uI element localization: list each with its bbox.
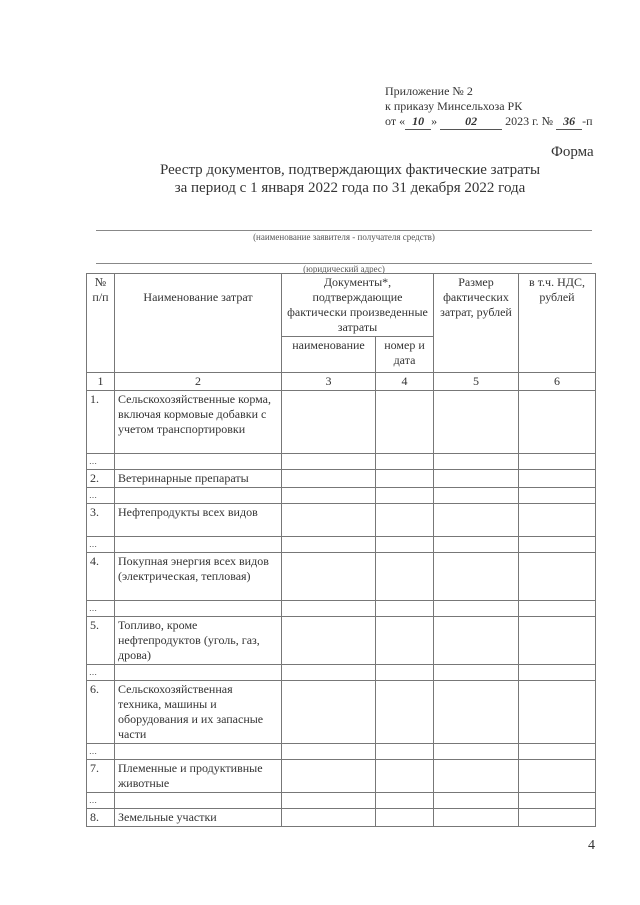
table-row [87, 760, 596, 793]
row-cell [282, 617, 376, 665]
row-cell [376, 601, 434, 617]
row-cell [519, 537, 596, 553]
header-doc-number: номер и дата [376, 337, 434, 373]
row-name: Сельскохозяйственные корма, включая кормовые добавки с учетом транспортировки [115, 391, 282, 454]
row-cell [434, 744, 519, 760]
appendix-line-3 [385, 114, 593, 130]
row-cell [519, 744, 596, 760]
row-cell [434, 601, 519, 617]
table-row [87, 504, 596, 537]
row-cell [282, 537, 376, 553]
appendix-block [385, 84, 593, 130]
row-cell [434, 553, 519, 601]
row-cell [115, 601, 282, 617]
applicant-caption: (наименование заявителя - получателя средств) [253, 232, 435, 242]
table-row [87, 470, 596, 488]
row-cell [434, 391, 519, 454]
row-cell [282, 488, 376, 504]
row-cell [376, 504, 434, 537]
row-cell [434, 760, 519, 793]
row-cell [376, 617, 434, 665]
row-cell [519, 553, 596, 601]
ellipsis-row [87, 665, 596, 681]
row-cell [282, 391, 376, 454]
appendix-line-2: к приказу Минсельхоза РК [385, 99, 523, 113]
registry-table [86, 273, 596, 827]
ellipsis-row [87, 744, 596, 760]
column-number: 3 [282, 373, 376, 391]
column-number-row [87, 373, 596, 391]
row-cell [115, 665, 282, 681]
row-cell [519, 760, 596, 793]
ellipsis: … [87, 488, 115, 504]
row-cell [519, 488, 596, 504]
row-cell [282, 553, 376, 601]
header-num: № п/п [87, 274, 115, 373]
page-number: 4 [588, 838, 595, 853]
row-cell [282, 454, 376, 470]
row-cell [519, 681, 596, 744]
row-cell [115, 744, 282, 760]
column-number: 2 [115, 373, 282, 391]
row-cell [282, 760, 376, 793]
row-cell [434, 470, 519, 488]
header-amount: Размер фактических затрат, рублей [434, 274, 519, 373]
row-num: 8. [87, 809, 115, 827]
header-doc-name: наименование [282, 337, 376, 373]
appendix-month: 02 [440, 114, 502, 130]
ellipsis: … [87, 744, 115, 760]
appendix-suffix: -п [582, 114, 593, 128]
header-row [87, 274, 596, 337]
row-cell [282, 681, 376, 744]
appendix-line-1: Приложение № 2 [385, 84, 473, 98]
row-cell [282, 601, 376, 617]
row-cell [282, 793, 376, 809]
appendix-year: 2023 г. № [505, 114, 554, 128]
column-number: 4 [376, 373, 434, 391]
header-name: Наименование затрат [115, 274, 282, 373]
ellipsis: … [87, 665, 115, 681]
row-cell [376, 665, 434, 681]
row-cell [376, 488, 434, 504]
row-cell [434, 793, 519, 809]
row-num: 6. [87, 681, 115, 744]
row-cell [376, 553, 434, 601]
row-name: Покупная энергия всех видов (электрическая, тепловая) [115, 553, 282, 601]
appendix-day: 10 [405, 114, 431, 130]
table-row [87, 681, 596, 744]
ellipsis: … [87, 537, 115, 553]
row-num: 4. [87, 553, 115, 601]
row-cell [434, 681, 519, 744]
title-line-2: за период с 1 января 2022 года по 31 декабря 2022 года [174, 180, 526, 196]
column-number: 5 [434, 373, 519, 391]
row-cell [282, 744, 376, 760]
column-number: 1 [87, 373, 115, 391]
row-cell [434, 488, 519, 504]
address-caption: (юридический адрес) [303, 264, 385, 274]
row-cell [376, 470, 434, 488]
ellipsis-row [87, 454, 596, 470]
table-row [87, 809, 596, 827]
header-docs: Документы*, подтверждающие фактически произведенные затраты [282, 274, 434, 337]
table-row [87, 617, 596, 665]
row-num: 2. [87, 470, 115, 488]
row-num: 1. [87, 391, 115, 454]
row-cell [282, 665, 376, 681]
ellipsis: … [87, 793, 115, 809]
row-cell [376, 537, 434, 553]
row-cell [519, 665, 596, 681]
row-name: Ветеринарные препараты [115, 470, 282, 488]
row-cell [434, 665, 519, 681]
row-num: 7. [87, 760, 115, 793]
row-cell [376, 809, 434, 827]
row-cell [115, 537, 282, 553]
ellipsis: … [87, 454, 115, 470]
row-cell [115, 793, 282, 809]
row-name: Сельскохозяйственная техника, машины и оборудования и их запасные части [115, 681, 282, 744]
table-row [87, 391, 596, 454]
row-name: Нефтепродукты всех видов [115, 504, 282, 537]
row-cell [376, 760, 434, 793]
row-cell [519, 601, 596, 617]
row-name: Племенные и продуктивные животные [115, 760, 282, 793]
row-cell [282, 809, 376, 827]
ellipsis-row [87, 793, 596, 809]
row-num: 3. [87, 504, 115, 537]
row-cell [376, 391, 434, 454]
row-name: Топливо, кроме нефтепродуктов (уголь, газ, дрова) [115, 617, 282, 665]
ellipsis-row [87, 537, 596, 553]
appendix-ot: от « [385, 114, 406, 128]
ellipsis-row [87, 488, 596, 504]
header-vat: в т.ч. НДС, рублей [519, 274, 596, 373]
row-name: Земельные участки [115, 809, 282, 827]
ellipsis-row [87, 601, 596, 617]
row-cell [519, 504, 596, 537]
row-cell [434, 504, 519, 537]
row-cell [519, 793, 596, 809]
row-cell [519, 809, 596, 827]
row-cell [519, 617, 596, 665]
row-cell [434, 537, 519, 553]
row-cell [519, 470, 596, 488]
applicant-line [96, 230, 592, 231]
row-cell [519, 391, 596, 454]
row-cell [376, 793, 434, 809]
table-row [87, 553, 596, 601]
row-num: 5. [87, 617, 115, 665]
row-cell [434, 454, 519, 470]
row-cell [434, 617, 519, 665]
row-cell [519, 454, 596, 470]
title-line-1: Реестр документов, подтверждающих фактические затраты [159, 162, 541, 178]
row-cell [282, 504, 376, 537]
row-cell [376, 744, 434, 760]
row-cell [376, 681, 434, 744]
appendix-mid: » [431, 114, 438, 128]
row-cell [115, 488, 282, 504]
ellipsis: … [87, 601, 115, 617]
form-label: Форма [551, 144, 594, 160]
appendix-number: 36 [556, 114, 582, 130]
page-title [90, 161, 610, 197]
row-cell [115, 454, 282, 470]
row-cell [434, 809, 519, 827]
row-cell [376, 454, 434, 470]
row-cell [282, 470, 376, 488]
column-number: 6 [519, 373, 596, 391]
